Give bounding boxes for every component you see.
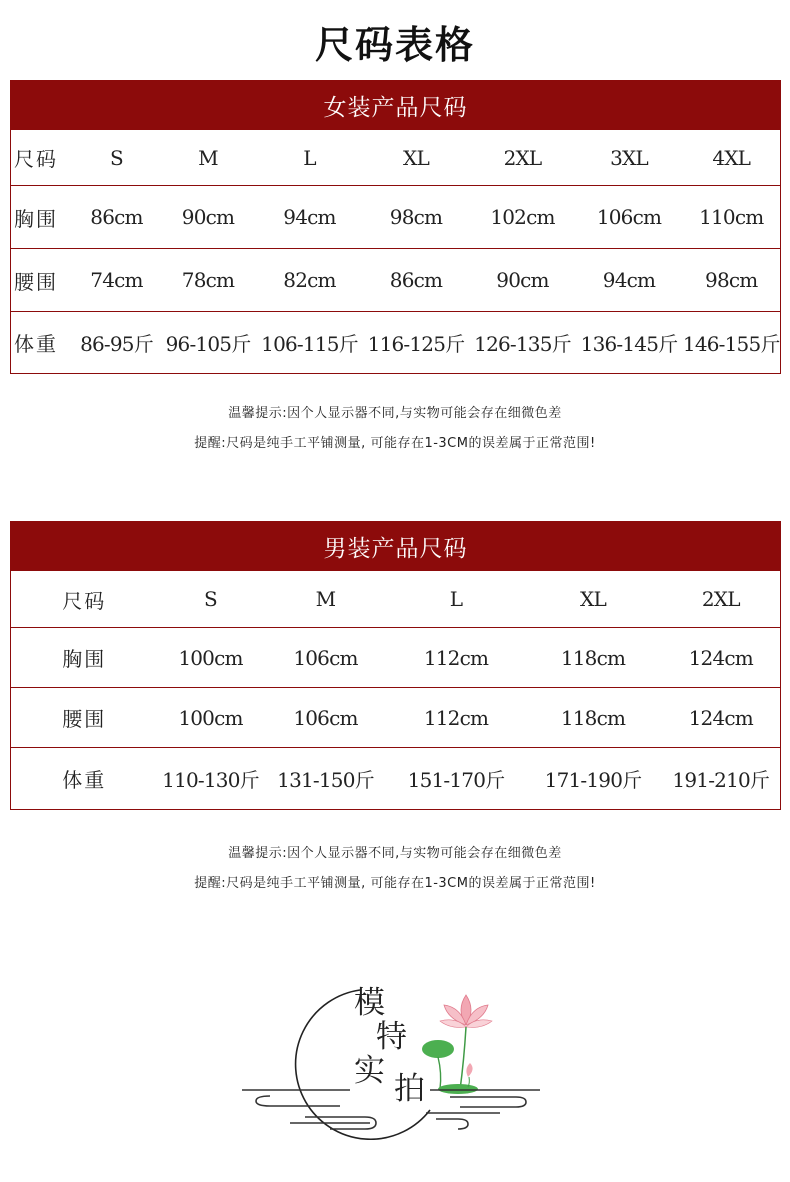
waist-cell: 74cm <box>74 249 160 312</box>
size-cell: M <box>264 571 388 628</box>
size-cell: L <box>388 571 525 628</box>
chest-cell: 124cm <box>662 628 781 688</box>
size-cell: 2XL <box>662 571 781 628</box>
chest-cell: 112cm <box>388 628 525 688</box>
waist-cell: 112cm <box>388 688 525 748</box>
men-table-title-row <box>11 522 781 571</box>
weight-cell: 131-150斤 <box>264 748 388 810</box>
weight-cell: 116-125斤 <box>363 312 470 374</box>
row-label: 体重 <box>11 748 158 810</box>
row-label: 尺码 <box>11 130 74 186</box>
chest-cell: 100cm <box>158 628 264 688</box>
women-table-title-row <box>11 81 781 130</box>
size-cell: 3XL <box>576 130 683 186</box>
men-size-table <box>10 521 781 810</box>
chest-cell: 118cm <box>525 628 662 688</box>
emblem-char-mo: 模 <box>354 985 385 1021</box>
emblem-char-pai: 拍 <box>394 1071 425 1107</box>
women-waist-row <box>11 249 781 312</box>
size-cell: 4XL <box>683 130 781 186</box>
weight-cell: 151-170斤 <box>388 748 525 810</box>
chest-cell: 106cm <box>576 186 683 249</box>
chest-cell: 98cm <box>363 186 470 249</box>
emblem-char-te: 特 <box>376 1019 407 1055</box>
waist-cell: 78cm <box>160 249 257 312</box>
women-weight-row <box>11 312 781 374</box>
size-cell: 2XL <box>470 130 576 186</box>
emblem-char-shi: 实 <box>354 1053 385 1089</box>
women-chest-row <box>11 186 781 249</box>
waist-cell: 98cm <box>683 249 781 312</box>
men-weight-row <box>11 748 781 810</box>
waist-cell: 90cm <box>470 249 576 312</box>
weight-cell: 110-130斤 <box>158 748 264 810</box>
chest-cell: 106cm <box>264 628 388 688</box>
men-size-header-row <box>11 571 781 628</box>
women-note-measure: 提醒:尺码是纯手工平铺测量, 可能存在1-3CM的误差属于正常范围! <box>194 436 596 451</box>
men-note-color: 温馨提示:因个人显示器不同,与实物可能会存在细微色差 <box>228 846 562 861</box>
weight-cell: 136-145斤 <box>576 312 683 374</box>
chest-cell: 102cm <box>470 186 576 249</box>
weight-cell: 86-95斤 <box>74 312 160 374</box>
waist-cell: 94cm <box>576 249 683 312</box>
row-label: 胸围 <box>11 186 74 249</box>
waist-cell: 82cm <box>257 249 363 312</box>
chest-cell: 86cm <box>74 186 160 249</box>
size-cell: XL <box>363 130 470 186</box>
lotus-leaf-icon <box>422 1040 478 1094</box>
weight-cell: 96-105斤 <box>160 312 257 374</box>
men-table-title: 男装产品尺码 <box>11 522 781 571</box>
cloud-lines-icon <box>242 1090 540 1129</box>
size-cell: XL <box>525 571 662 628</box>
waist-cell: 118cm <box>525 688 662 748</box>
chest-cell: 110cm <box>683 186 781 249</box>
row-label: 体重 <box>11 312 74 374</box>
page-title: 尺码表格 <box>314 23 475 67</box>
women-size-header-row <box>11 130 781 186</box>
weight-cell: 126-135斤 <box>470 312 576 374</box>
waist-cell: 86cm <box>363 249 470 312</box>
row-label: 胸围 <box>11 628 158 688</box>
women-note-color: 温馨提示:因个人显示器不同,与实物可能会存在细微色差 <box>228 406 562 421</box>
chest-cell: 94cm <box>257 186 363 249</box>
women-table-title: 女装产品尺码 <box>11 81 781 130</box>
size-cell: M <box>160 130 257 186</box>
row-label: 腰围 <box>11 688 158 748</box>
weight-cell: 146-155斤 <box>683 312 781 374</box>
men-chest-row <box>11 628 781 688</box>
weight-cell: 191-210斤 <box>662 748 781 810</box>
weight-cell: 106-115斤 <box>257 312 363 374</box>
row-label: 尺码 <box>11 571 158 628</box>
waist-cell: 100cm <box>158 688 264 748</box>
women-size-table <box>10 80 781 374</box>
chest-cell: 90cm <box>160 186 257 249</box>
row-label: 腰围 <box>11 249 74 312</box>
model-photo-emblem <box>230 965 560 1140</box>
men-note-measure: 提醒:尺码是纯手工平铺测量, 可能存在1-3CM的误差属于正常范围! <box>194 876 596 891</box>
weight-cell: 171-190斤 <box>525 748 662 810</box>
waist-cell: 106cm <box>264 688 388 748</box>
men-waist-row <box>11 688 781 748</box>
size-cell: S <box>74 130 160 186</box>
size-cell: S <box>158 571 264 628</box>
size-cell: L <box>257 130 363 186</box>
waist-cell: 124cm <box>662 688 781 748</box>
